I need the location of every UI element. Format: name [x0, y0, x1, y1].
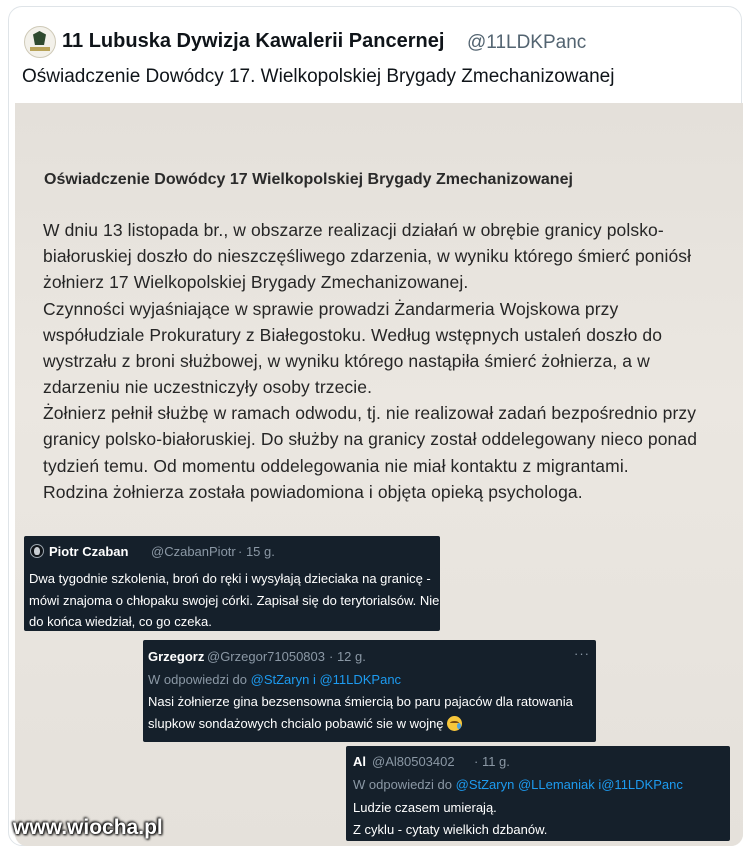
comment-handle[interactable]: @Al80503402 [372, 754, 455, 769]
ribbon-icon [30, 47, 50, 51]
comment-time[interactable]: · 12 g. [329, 649, 366, 664]
document-line: granicy polsko-białoruskiej. Do służby na granicy został oddelegowany nieco ponad [43, 429, 698, 449]
document-line: białoruskiej doszło do nieszczęśliwego zdarzenia, w wyniku którego śmierć poniósł [43, 246, 692, 266]
comment-text-line: mówi znajoma o chłopaku swojej córki. Zapisał się do terytorialsów. Nie [29, 593, 440, 608]
document-line: współudziale Prokuratury z Białegostoku. Według wstępnych ustaleń doszło do [43, 325, 663, 345]
document-line: wystrzału z broni służbowej, w wyniku którego nastąpiła śmierć żołnierza, a w [43, 351, 650, 371]
crest-icon [33, 31, 46, 45]
comment-text-line: Z cyklu - cytaty wielkich dzbanów. [353, 822, 548, 837]
comment-card[interactable] [24, 536, 440, 631]
document-line: Żołnierz pełnił służbę w ramach odwodu, tj. nie realizował zadań bezpośrednio przy [43, 403, 697, 423]
comment-time[interactable]: · 15 g. [238, 544, 275, 559]
reply-mentions[interactable]: @StZaryn @LLemaniak i@11LDKPanc [455, 777, 683, 792]
document-line: Czynności wyjaśniające w sprawie prowadzi Żandarmeria Wojskowa przy [43, 299, 619, 319]
comment-text-line: Nasi żołnierze gina bezsensowna śmiercią bo paru pajaców dla ratowania [148, 694, 573, 709]
document-line: W dniu 13 listopada br., w obszarze realizacji działań w obrębie granicy polsko- [43, 220, 664, 240]
comment-time[interactable]: · 11 g. [474, 754, 510, 769]
comment-text-line: Ludzie czasem umierają. [353, 800, 497, 815]
reply-context [148, 672, 401, 687]
comment-text: slupkow sondażowych chcialo pobawić sie w wojnę [148, 716, 444, 731]
comment-author[interactable]: Piotr Czaban [49, 544, 129, 559]
comment-author[interactable]: Grzegorz [148, 649, 205, 664]
sad-face-icon [447, 716, 462, 731]
document-line: żołnierz 17 Wielkopolskiej Brygady Zmechanizowanej. [43, 272, 469, 292]
comment-card[interactable] [143, 640, 596, 742]
reply-context [353, 777, 683, 792]
document-line: zdarzeniu nie uczestniczyły osoby trzecie. [43, 377, 373, 397]
author-avatar[interactable] [24, 26, 56, 58]
more-options-icon[interactable]: ··· [574, 646, 590, 661]
comment-author[interactable]: Al [353, 754, 366, 769]
reply-prefix: W odpowiedzi do [148, 672, 247, 687]
comment-text-line: Dwa tygodnie szkolenia, broń do ręki i wysyłają dzieciaka na granicę - [29, 571, 431, 586]
comment-handle[interactable]: @Grzegor71050803 [207, 649, 325, 664]
reply-prefix: W odpowiedzi do [353, 777, 452, 792]
comment-handle[interactable]: @CzabanPiotr [151, 544, 236, 559]
author-handle[interactable]: @11LDKPanc [467, 32, 587, 53]
tweet-text: Oświadczenie Dowódcy 17. Wielkopolskiej Brygady Zmechanizowanej [22, 66, 615, 87]
comment-text-line [148, 716, 462, 731]
author-name[interactable]: 11 Lubuska Dywizja Kawalerii Pancernej [62, 30, 445, 52]
document-title: Oświadczenie Dowódcy 17 Wielkopolskiej Brygady Zmechanizowanej [44, 171, 573, 188]
comment-text-line: do końca wiedział, co go czeka. [29, 614, 212, 629]
reply-mentions[interactable]: @StZaryn i @11LDKPanc [250, 672, 402, 687]
comment-card[interactable] [346, 746, 730, 841]
document-line: Rodzina żołnierza została powiadomiona i objęta opieką psychologa. [43, 482, 583, 502]
avatar-icon[interactable] [30, 544, 44, 558]
watermark: www.wiocha.pl [13, 816, 163, 839]
document-line: tydzień temu. Od momentu oddelegowania nie miał kontaktu z migrantami. [43, 456, 629, 476]
